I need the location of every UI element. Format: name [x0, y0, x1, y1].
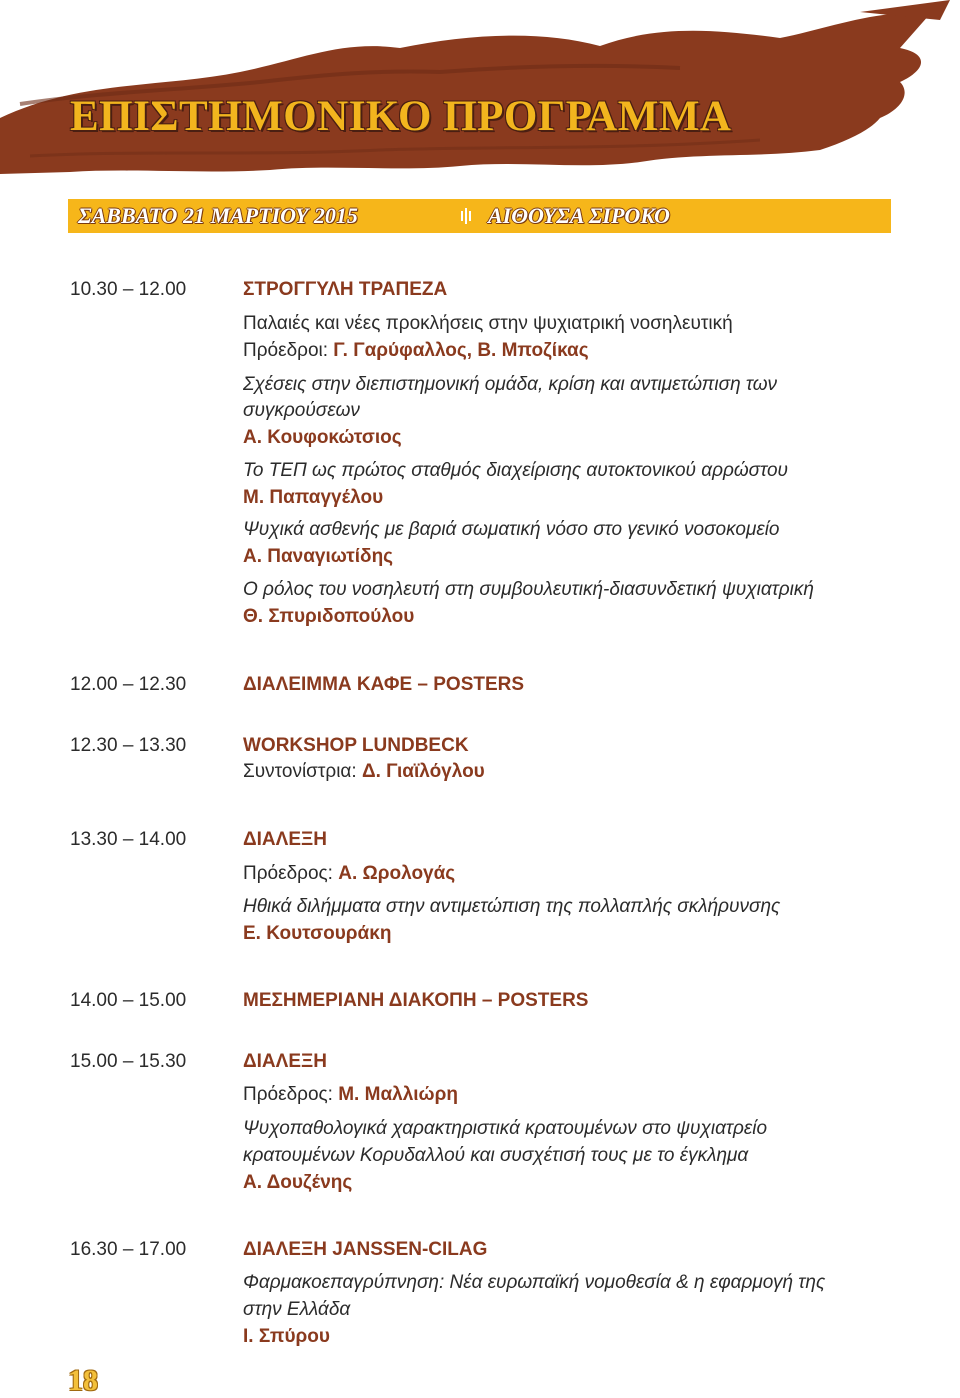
talk-title: Ο ρόλος του νοσηλευτή στη συμβουλευτική-διασυνδετική ψυχιατρική: [243, 579, 814, 600]
page-number: 18: [68, 1364, 98, 1397]
talk-title: Φαρμακοεπαγρύπνηση: Νέα ευρωπαϊκή νομοθεσία & η εφαρμογή της: [243, 1272, 826, 1293]
session-chair: [243, 863, 455, 885]
talk-title: Το ΤΕΠ ως πρώτος σταθμός διαχείρισης αυτοκτονικού αρρώστου: [243, 460, 788, 481]
session-title: ΔΙΑΛΕΙΜΜΑ ΚΑΦΕ – POSTERS: [243, 674, 525, 695]
talk-speaker: Α. Κουφοκώτσιος: [243, 427, 402, 448]
session-title: ΣΤΡΟΓΓΥΛΗ ΤΡΑΠΕΖΑ: [243, 279, 448, 300]
session-title: ΔΙΑΛΕΞΗ JANSSEN-CILAG: [243, 1239, 488, 1260]
session-time: 13.30 – 14.00: [70, 829, 187, 850]
talk-speaker: Ι. Σπύρου: [243, 1326, 330, 1347]
session-time: 12.00 – 12.30: [70, 674, 187, 695]
chair-name: Μ. Μαλλιώρη: [338, 1084, 458, 1105]
talk-title: Ψυχοπαθολογικά χαρακτηριστικά κρατουμένων στο ψυχιατρείο: [243, 1118, 768, 1139]
session-chair: [243, 1084, 458, 1106]
chair-label: Συντονίστρια:: [243, 761, 362, 782]
talk-speaker: Θ. Σπυριδοπούλου: [243, 606, 415, 627]
talk-title-cont: στην Ελλάδα: [243, 1299, 351, 1320]
talk-title: Ψυχικά ασθενής με βαριά σωματική νόσο στο γενικό νοσοκομείο: [243, 519, 780, 540]
brush-stroke-graphic: [0, 0, 960, 175]
session-title: ΜΕΣΗΜΕΡΙΑΝΗ ΔΙΑΚΟΠΗ – POSTERS: [243, 990, 589, 1011]
day-header-bar: [68, 199, 891, 233]
session-chairs: [243, 340, 589, 362]
session-chair: [243, 761, 485, 783]
session-time: 10.30 – 12.00: [70, 279, 187, 300]
talk-title: Σχέσεις στην διεπιστημονική ομάδα, κρίση και αντιμετώπιση των: [243, 374, 778, 395]
session-time: 15.00 – 15.30: [70, 1051, 187, 1072]
page-title: ΕΠΙΣΤΗΜΟΝΙΚΟ ΠΡΟΓΡΑΜΜΑ: [70, 93, 732, 140]
talk-speaker: Α. Παναγιωτίδης: [243, 546, 394, 567]
session-title: ΔΙΑΛΕΞΗ: [243, 829, 327, 850]
session-time: 16.30 – 17.00: [70, 1239, 187, 1260]
session-time: 14.00 – 15.00: [70, 990, 187, 1011]
chair-label: Πρόεδρος:: [243, 1084, 339, 1105]
chair-name: Α. Ωρολογάς: [338, 863, 456, 884]
session-title: WORKSHOP LUNDBECK: [243, 735, 469, 756]
talk-title: Ηθικά διλήμματα στην αντιμετώπιση της πολλαπλής σκλήρυνσης: [243, 896, 781, 917]
chairs-label: Πρόεδροι:: [243, 340, 334, 361]
talk-speaker: Ε. Κουτσουράκη: [243, 923, 392, 944]
talk-speaker: Α. Δουζένης: [243, 1172, 353, 1193]
session-subtitle: Παλαιές και νέες προκλήσεις στην ψυχιατρική νοσηλευτική: [243, 313, 733, 334]
chairs-names: Γ. Γαρύφαλλος, Β. Μποζίκας: [333, 340, 589, 361]
session-time: 12.30 – 13.30: [70, 735, 187, 756]
talk-title-cont: συγκρούσεων: [243, 400, 360, 421]
chair-label: Πρόεδρος:: [243, 863, 339, 884]
talk-title-cont: κρατουμένων Κορυδαλλού και συσχέτισή τους με το έγκλημα: [243, 1145, 749, 1166]
day-date: ΣΑΒΒΑΤΟ 21 ΜΑΡΤΙΟΥ 2015: [78, 203, 358, 228]
session-title: ΔΙΑΛΕΞΗ: [243, 1051, 327, 1072]
chair-name: Δ. Γιαϊλόγλου: [361, 761, 485, 782]
day-hall: ΑΙΘΟΥΣΑ ΣΙΡΟΚΟ: [488, 203, 670, 228]
banner: [0, 0, 960, 175]
separator-icon: [460, 208, 474, 224]
talk-speaker: Μ. Παπαγγέλου: [243, 487, 384, 508]
